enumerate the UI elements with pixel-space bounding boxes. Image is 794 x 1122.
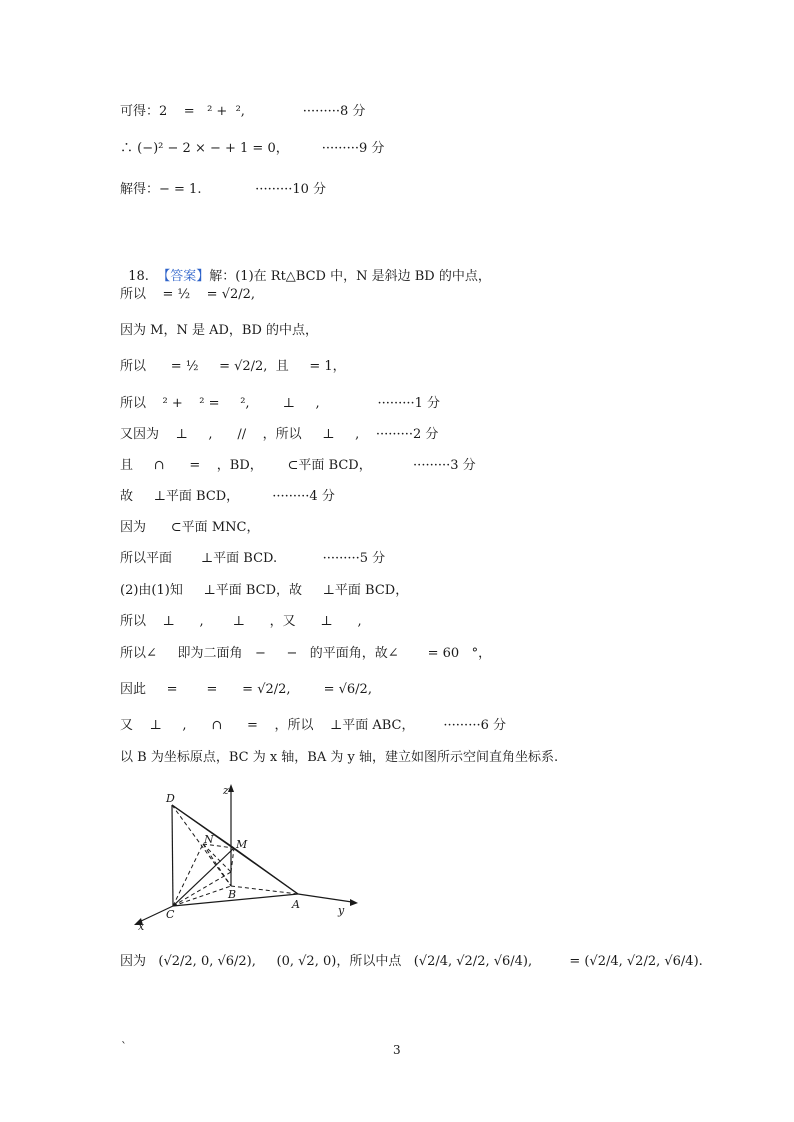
text-line: 因此 = = = √2/2, = √6/2,: [120, 682, 372, 697]
question-heading: [120, 250, 491, 286]
text-line: ∴ (−)² − 2 × − + 1 = 0， ·········9 分: [120, 141, 385, 156]
text-line: 所以 = ½ = √2/2, 且 = 1，: [120, 359, 346, 374]
text-line: 因为 M，N 是 AD，BD 的中点，: [120, 323, 319, 338]
label-n: N: [204, 833, 214, 846]
label-b: B: [228, 888, 237, 901]
coordinate-figure: [130, 780, 370, 930]
text-line: 所以 ⊥ , ⊥ ，又 ⊥ ,: [120, 614, 362, 629]
text-line: 所以 ² + ² = ², ⊥ , ·········1 分: [120, 396, 441, 411]
label-x: x: [138, 920, 145, 930]
label-m: M: [236, 838, 248, 851]
text-line: 故 ⊥平面 BCD， ·········4 分: [120, 489, 335, 504]
text-line: 又因为 ⊥ , // ，所以 ⊥ , ·········2 分: [120, 427, 439, 442]
text-line: 且 ∩ = ，BD， ⊂平面 BCD， ·········3 分: [120, 458, 476, 473]
text-line: 可得：2 = ² + ², ·········8 分: [120, 104, 366, 119]
text-line: 以 B 为坐标原点，BC 为 x 轴，BA 为 y 轴，建立如图所示空间直角坐标系.: [120, 750, 559, 765]
text-line: (2)由(1)知 ⊥平面 BCD，故 ⊥平面 BCD，: [120, 583, 409, 598]
question-number: 18.: [128, 269, 158, 284]
text-line: 因为 (√2/2, 0, √6/2), (0, √2, 0)，所以中点 (√2/4, √2/2, √6/4), = (√2/4, √2/2, √6/4).: [120, 954, 703, 969]
answer-tag: 【答案】: [157, 269, 210, 284]
text-line: 所以∠ 即为二面角 − − 的平面角，故∠ = 60 °，: [120, 646, 492, 661]
label-y: y: [338, 904, 345, 917]
text-line: 所以 = ½ = √2/2,: [120, 287, 256, 302]
label-a: A: [292, 898, 300, 911]
label-z: z: [223, 784, 229, 797]
question-intro: 解：(1)在 Rt△BCD 中，N 是斜边 BD 的中点，: [209, 269, 491, 284]
footer-tick: `: [121, 1040, 127, 1054]
text-line: 又 ⊥ , ∩ = ，所以 ⊥平面 ABC， ·········6 分: [120, 718, 506, 733]
text-line: 解得：− = 1. ·········10 分: [120, 182, 327, 197]
label-c: C: [166, 908, 175, 921]
label-d: D: [166, 792, 175, 805]
text-line: 所以平面 ⊥平面 BCD. ·········5 分: [120, 551, 386, 566]
page-number: 3: [393, 1043, 401, 1057]
text-line: 因为 ⊂平面 MNC，: [120, 520, 260, 535]
